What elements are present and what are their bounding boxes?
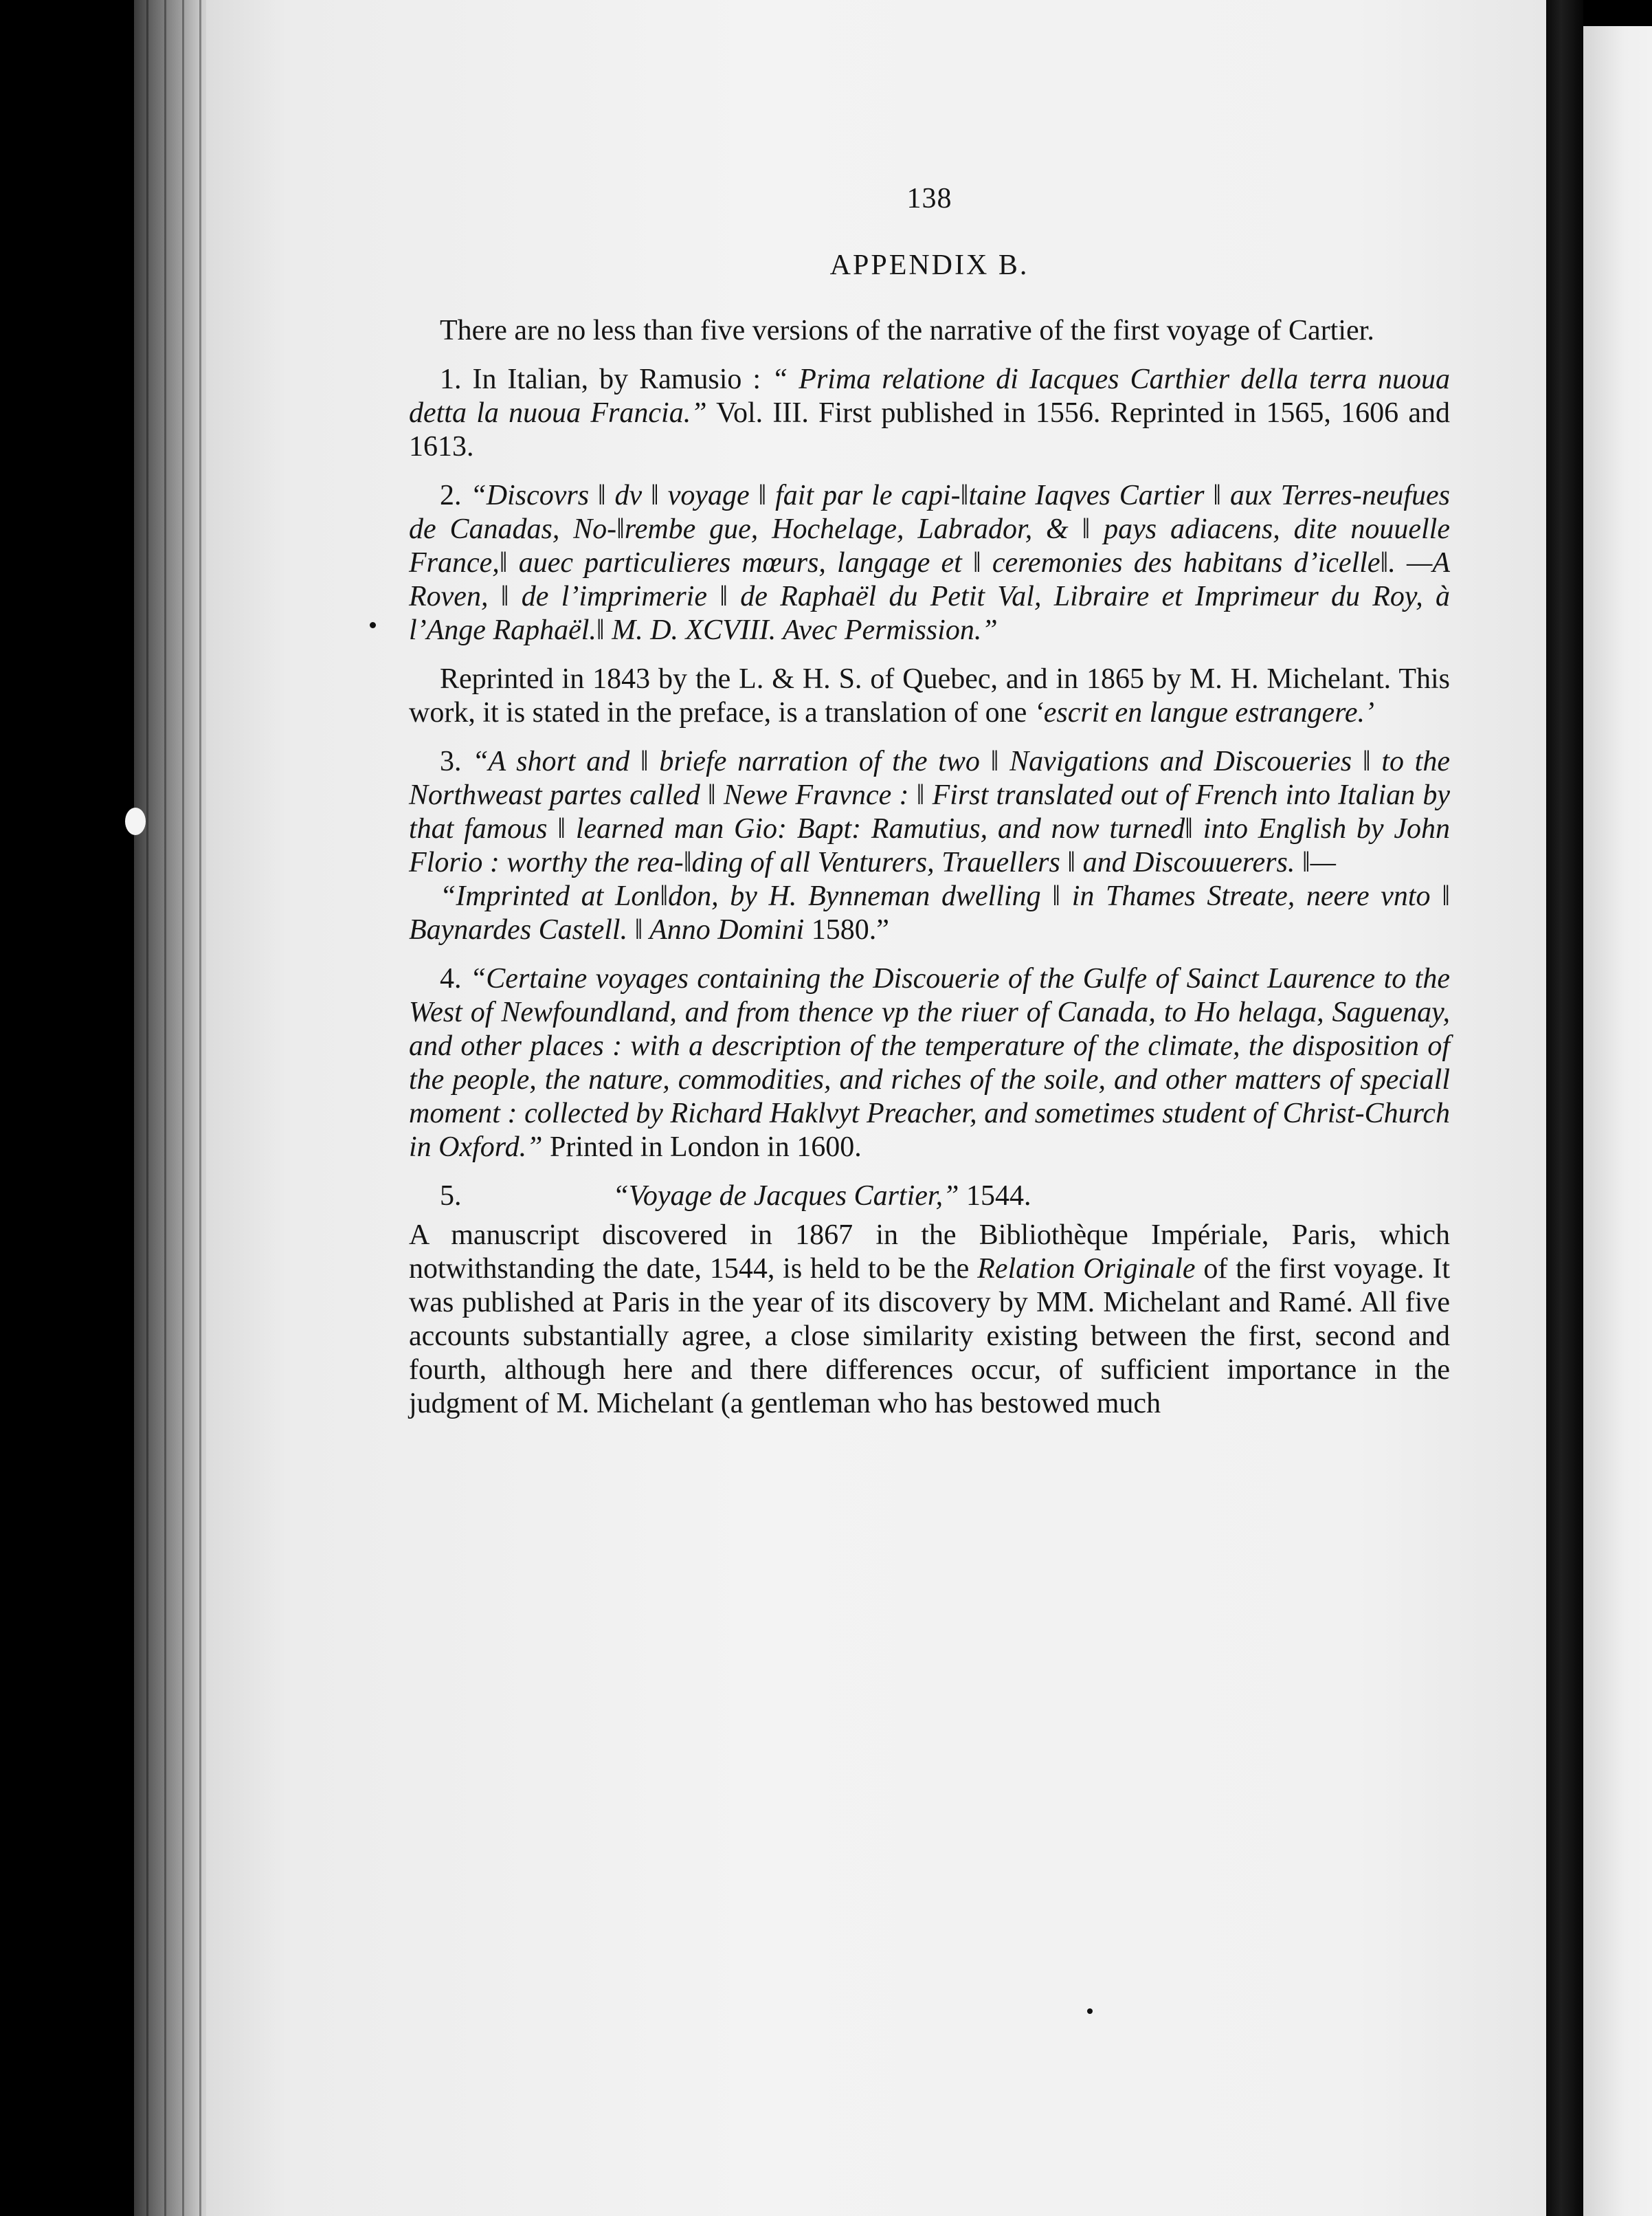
version-number: 4. [440,963,462,995]
ink-dot [370,622,376,628]
page-binding-shadow [1546,0,1583,2216]
intro-paragraph: There are no less than five versions of the narrative of the first voyage of Cartier. [440,315,1374,346]
page-edge-line [146,0,148,2216]
version-lead: In Italian, by Ramusio : [472,364,761,395]
version-note: Printed in London in 1600. [549,1131,862,1163]
version-number: 2. [440,480,462,511]
version-2 [409,479,1450,647]
closing-text-2: of the first voyage. It was published at Paris in the year of its discovery by MM. Michelant and Ramé. All five accounts substantially agree, a close similarity existing between the first, second and fourth, although here and there differences occur, of sufficient importance in the judgment of M. Michelant (a gentleman who has bestowed much [409,1253,1451,1419]
version-year: 1544. [965,1180,1031,1212]
version-number: 3. [440,746,462,777]
closing-paragraph [409,1219,1450,1421]
version-title: “ Prima relatione di Iacques Carthier della terra nuoua detta la nuoua Francia.” [409,364,1450,429]
note-text: Reprinted in 1843 by the L. & H. S. of Quebec, and in 1865 by M. H. Michelant. This work, it is stated in the preface, is a translation of one [409,663,1450,729]
page-text [409,182,1450,1436]
version-3-imprint [409,880,1450,947]
version-4 [409,962,1450,1164]
page-edge-line [199,0,201,2216]
version-5 [409,1179,1450,1213]
book-page-edges [134,0,216,2216]
version-1 [409,363,1450,464]
facing-page-edge [1583,26,1652,2216]
ink-dot [1087,2008,1093,2014]
version-number: 1. [440,364,462,395]
version-2-note [409,663,1450,730]
closing-text: A manuscript discovered in 1867 in the Bibliothèque Impériale, Paris, which notwithstanding the date, 1544, is held to be the [409,1219,1450,1285]
page-edge-line [164,0,166,2216]
imprint-text: “Imprinted at Lon‖don, by H. Bynneman dwelling ‖ in Thames Streate, neere vnto ‖ Baynardes Castell. ‖ Anno Domini [409,880,1450,946]
version-title: “A short and ‖ briefe narration of the two ‖ Navigations and Discoueries ‖ to the Northweast partes called ‖ Newe Fravnce : ‖ First translated out of French into Italian by that famous ‖ learned man Gio: Bapt: Ramutius, and now turned‖ into English by John Florio : worthy the rea-‖ding of all Venturers, Trauellers ‖ and Discouuerers. ‖— [409,746,1450,878]
imprint-year: 1580.” [811,914,889,946]
note-quote: ‘escrit en langue estrangere.’ [1034,697,1375,729]
closing-italic: Relation Originale [977,1253,1196,1285]
version-title: “Voyage de Jacques Cartier,” [612,1180,959,1212]
version-title: “Certaine voyages containing the Discouerie of the Gulfe of Sainct Laurence to the West of Newfoundland, and from thence vp the riuer of Canada, to Ho helaga, Saguenay, and other places : with a description of the temperature of the climate, the disposition of the people, the nature, commodities, and riches of the soile, and other matters of speciall moment : collected by Richard Haklvyt Preacher, and sometimes student of Christ-Church in Oxford.” [409,963,1450,1163]
version-note: Vol. III. First published in 1556. Reprinted in 1565, 1606 and 1613. [409,397,1451,463]
version-title: “Discovrs ‖ dv ‖ voyage ‖ fait par le capi-‖taine Iaqves Cartier ‖ aux Terres-neufues de Canadas, No-‖rembe gue, Hochelage, Labrador, & ‖ pays adiacens, dite nouuelle France,‖ auec particulieres mœurs, langage et ‖ ceremonies des habitans d’icelle‖. —A Roven, ‖ de l’imprimerie ‖ de Raphaël du Petit Val, Libraire et Imprimeur du Roy, à l’Ange Raphaël.‖ M. D. XCVIII. Avec Permission.” [409,480,1451,646]
appendix-heading: APPENDIX B. [829,250,1029,281]
page-edge-line [182,0,184,2216]
page-number: 138 [906,183,952,214]
version-number: 5. [440,1180,462,1212]
paper-speck [125,808,146,835]
version-3 [409,745,1450,880]
